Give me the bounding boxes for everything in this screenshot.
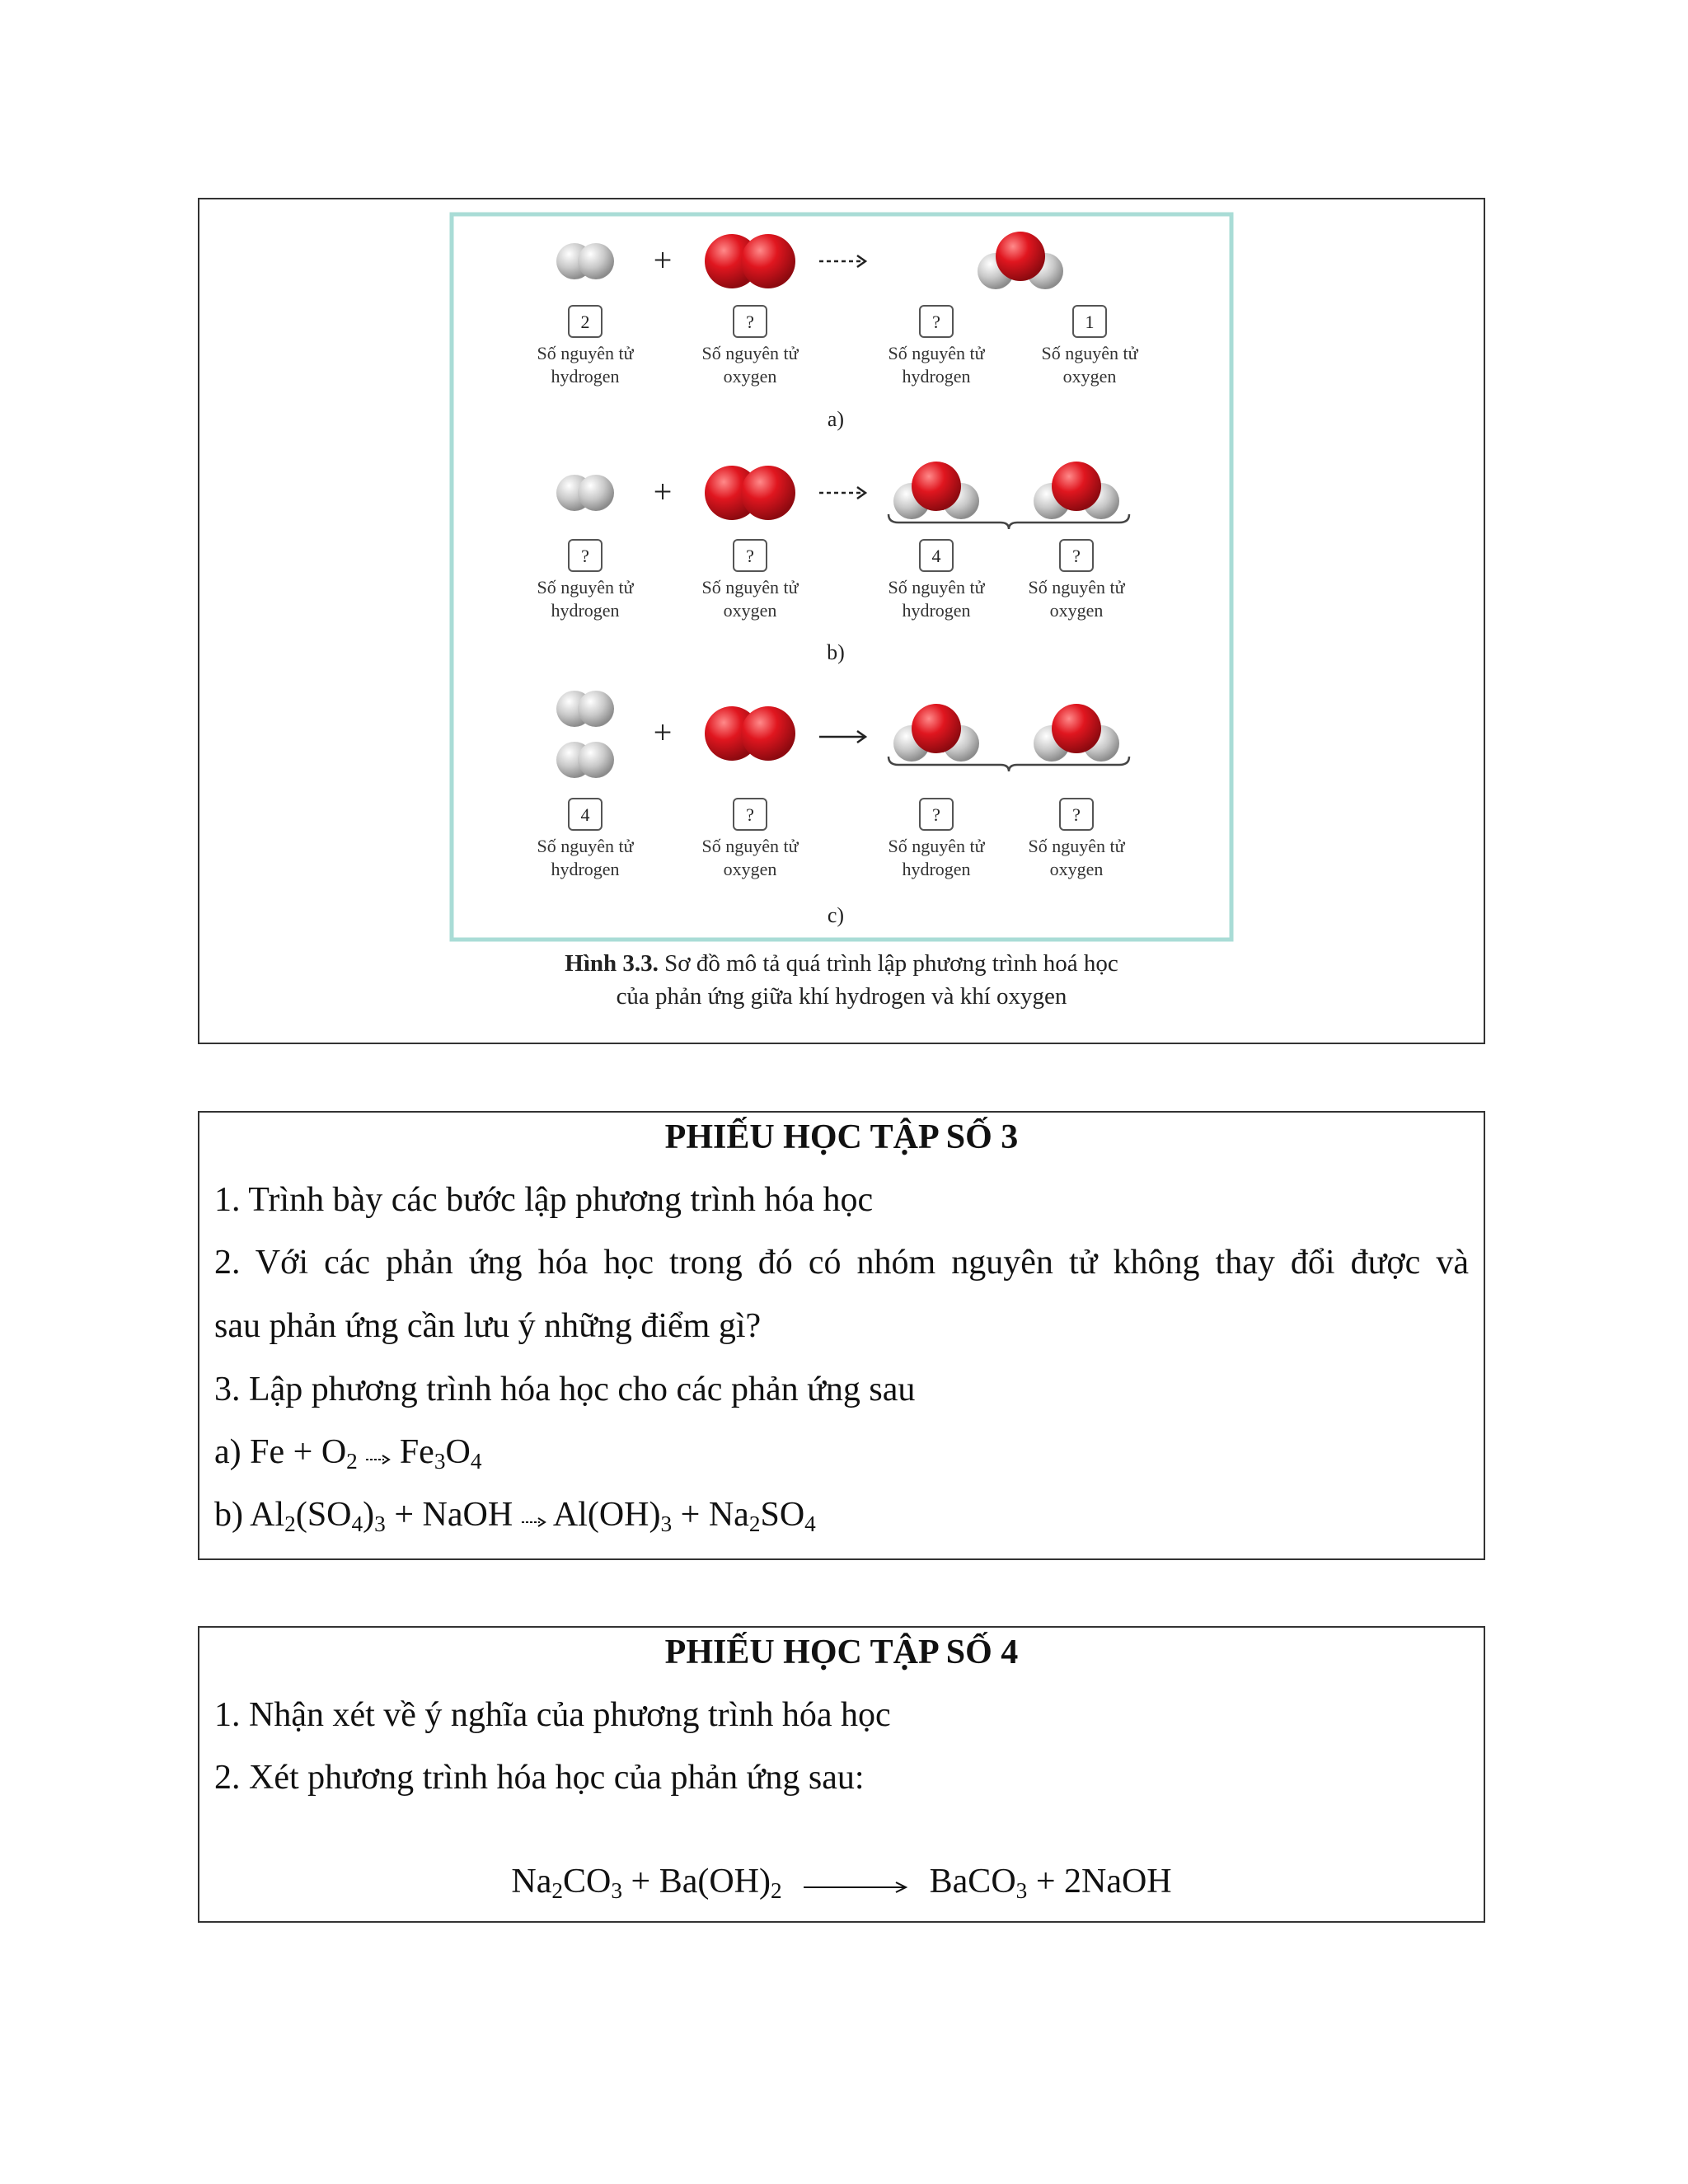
atom-count-box bbox=[569, 540, 602, 571]
atom-count-label: Số nguyên tử oxygen bbox=[1028, 577, 1125, 621]
atom-count-label: Số nguyên tử oxygen bbox=[701, 836, 799, 879]
svg-text:?: ? bbox=[746, 312, 754, 332]
figure-box bbox=[198, 198, 1485, 1044]
oxygen-molecule-icon bbox=[705, 466, 795, 520]
dashed-arrow-icon bbox=[819, 487, 865, 499]
atom-count-label: Số nguyên tử hydrogen bbox=[888, 577, 985, 621]
water-molecule-icon bbox=[893, 462, 979, 519]
worksheet-3-title: PHIẾU HỌC TẬP SỐ 3 bbox=[664, 1118, 1019, 1156]
atom-count-box bbox=[1060, 540, 1093, 571]
figure-caption bbox=[565, 950, 1118, 977]
equation-barium: $Na_2CO_3 + Ba(OH)_2$ BaCO$_3$ + 2NaOH bbox=[511, 1863, 1172, 1903]
svg-text:1: 1 bbox=[1085, 312, 1095, 332]
svg-text:?: ? bbox=[1072, 804, 1081, 825]
plus-sign: + bbox=[653, 473, 673, 510]
atom-count-label: Số nguyên tử hydrogen bbox=[888, 836, 985, 879]
dashed-arrow-icon bbox=[366, 1435, 391, 1474]
arrow-icon bbox=[819, 731, 865, 743]
plus-sign: + bbox=[653, 714, 673, 751]
hydrogen-molecule-icon bbox=[556, 691, 614, 727]
dashed-arrow-icon bbox=[819, 255, 865, 267]
water-molecule-icon bbox=[893, 704, 979, 762]
hydrogen-molecule-icon bbox=[556, 475, 614, 511]
caption-rest: Sơ đồ mô tả quá trình lập phương trình hoá học bbox=[658, 950, 1118, 977]
svg-text:4: 4 bbox=[580, 804, 590, 825]
svg-text:4: 4 bbox=[931, 546, 941, 566]
water-molecule-icon bbox=[1034, 704, 1119, 762]
long-arrow-icon bbox=[802, 1864, 909, 1904]
worksheet-4-question-1: 1. Nhận xét về ý nghĩa của phương trình hóa học bbox=[214, 1696, 891, 1734]
svg-text:?: ? bbox=[932, 312, 940, 332]
worksheet-3 bbox=[198, 1111, 1485, 1560]
hydrogen-molecule-icon bbox=[556, 243, 614, 279]
worksheet-3-question-2-line-2: sau phản ứng cần lưu ý những điểm gì? bbox=[214, 1307, 762, 1345]
atom-count-label: Số nguyên tử oxygen bbox=[1028, 836, 1125, 879]
atom-count-label: Số nguyên tử hydrogen bbox=[537, 836, 634, 879]
worksheet-3-question-2-line-1: 2. Với các phản ứng hóa học trong đó có nhóm nguyên tử không thay đổi được và bbox=[214, 1244, 1469, 1282]
caption-bold: Hình 3.3. bbox=[565, 950, 659, 977]
atom-count-label: Số nguyên tử oxygen bbox=[701, 577, 799, 621]
atom-count-label: Số nguyên tử oxygen bbox=[1041, 343, 1138, 387]
row-tag: b) bbox=[827, 640, 845, 664]
reaction-diagram bbox=[199, 199, 1484, 1043]
atom-count-label: Số nguyên tử oxygen bbox=[701, 343, 799, 387]
equation-a: a) $Fe + O_2$ $Fe_3O_4$ bbox=[214, 1433, 482, 1474]
atom-count-box bbox=[920, 306, 953, 337]
atom-count-box bbox=[920, 540, 953, 571]
worksheet-4-title: PHIẾU HỌC TẬP SỐ 4 bbox=[664, 1633, 1019, 1671]
atom-count-label: Số nguyên tử hydrogen bbox=[888, 343, 985, 387]
water-molecule-icon bbox=[1034, 462, 1119, 519]
svg-text:?: ? bbox=[746, 546, 754, 566]
svg-text:?: ? bbox=[746, 804, 754, 825]
atom-count-box bbox=[1060, 799, 1093, 830]
atom-count-box bbox=[920, 799, 953, 830]
atom-count-label: Số nguyên tử hydrogen bbox=[537, 343, 634, 387]
equation-b: b) $Al_2(SO_4)_3$ + NaOH $Al(OH)_3 + Na_2SO_4$ bbox=[214, 1496, 816, 1536]
atom-count-box bbox=[1073, 306, 1106, 337]
svg-text:?: ? bbox=[581, 546, 589, 566]
atom-count-box bbox=[734, 799, 767, 830]
oxygen-molecule-icon bbox=[705, 706, 795, 761]
dashed-arrow-icon bbox=[522, 1497, 546, 1537]
row-tag: c) bbox=[827, 903, 845, 927]
worksheet-3-question-1: 1. Trình bày các bước lập phương trình hóa học bbox=[214, 1181, 874, 1219]
svg-text:?: ? bbox=[1072, 546, 1081, 566]
atom-count-label: Số nguyên tử hydrogen bbox=[537, 577, 634, 621]
plus-sign: + bbox=[653, 241, 673, 279]
figure-caption-line2: của phản ứng giữa khí hydrogen và khí oxygen bbox=[616, 983, 1067, 1010]
row-tag: a) bbox=[827, 407, 845, 431]
svg-text:2: 2 bbox=[580, 312, 590, 332]
atom-count-box bbox=[734, 306, 767, 337]
worksheet-3-question-3: 3. Lập phương trình hóa học cho các phản ứng sau bbox=[214, 1371, 916, 1408]
worksheet-4-question-2: 2. Xét phương trình hóa học của phản ứng sau: bbox=[214, 1759, 865, 1797]
svg-text:?: ? bbox=[932, 804, 940, 825]
hydrogen-molecule-icon bbox=[556, 742, 614, 778]
atom-count-box bbox=[569, 799, 602, 830]
oxygen-molecule-icon bbox=[705, 234, 795, 288]
atom-count-box bbox=[734, 540, 767, 571]
atom-count-box bbox=[569, 306, 602, 337]
water-molecule-icon bbox=[978, 232, 1063, 289]
worksheet-4 bbox=[198, 1626, 1485, 1923]
